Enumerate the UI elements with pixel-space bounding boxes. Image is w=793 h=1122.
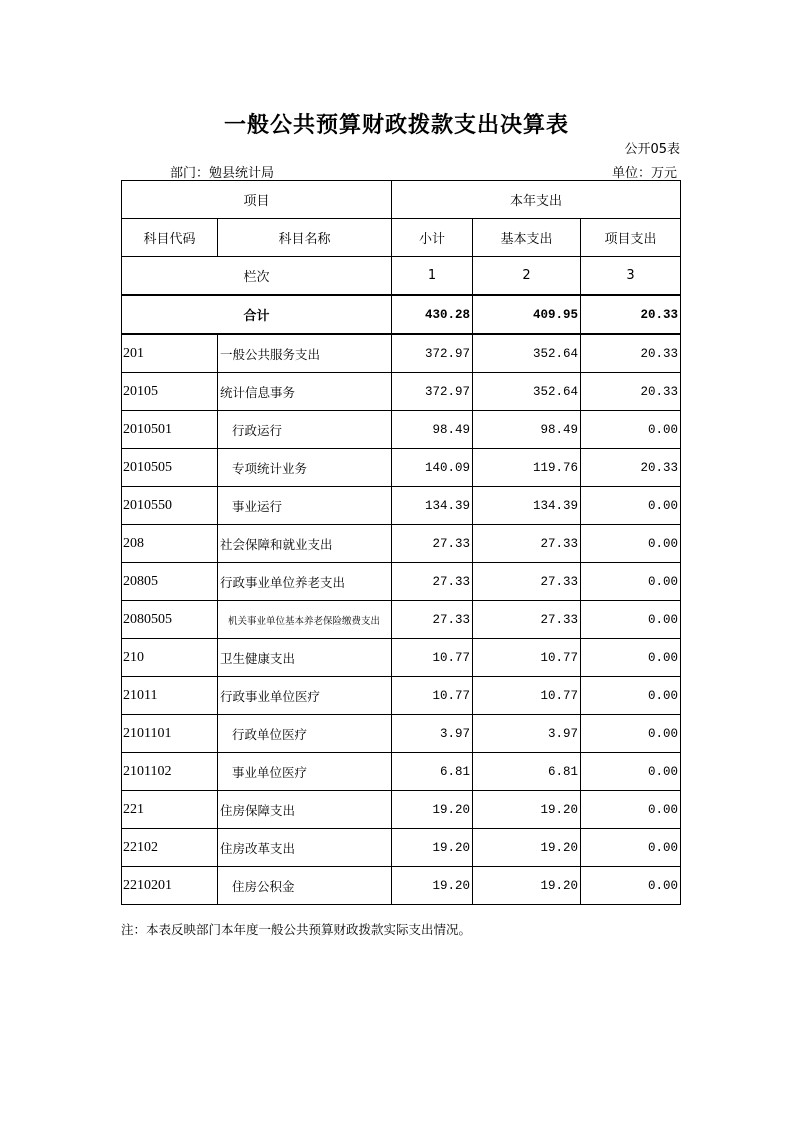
header-col2: 2 (473, 257, 581, 296)
row-code: 2080505 (122, 601, 218, 639)
row-subtotal: 10.77 (392, 677, 473, 715)
row-subtotal: 140.09 (392, 449, 473, 487)
row-name: 事业运行 (218, 487, 392, 525)
page-title: 一般公共预算财政拨款支出决算表 (223, 113, 569, 138)
header-column-no: 栏次 (122, 257, 392, 296)
table-row (122, 487, 681, 525)
row-basic: 27.33 (473, 525, 581, 563)
row-project-exp: 0.00 (581, 525, 681, 563)
row-project-exp: 0.00 (581, 639, 681, 677)
row-basic: 98.49 (473, 411, 581, 449)
row-project-exp: 0.00 (581, 791, 681, 829)
row-subtotal: 27.33 (392, 525, 473, 563)
row-code: 2101102 (122, 753, 218, 791)
header-basic: 基本支出 (473, 219, 581, 257)
table-row (122, 449, 681, 487)
row-name: 行政事业单位医疗 (218, 677, 392, 715)
table-row (122, 677, 681, 715)
row-project-exp: 0.00 (581, 601, 681, 639)
row-project-exp: 0.00 (581, 867, 681, 905)
header-row-1 (122, 181, 681, 219)
row-project-exp: 0.00 (581, 829, 681, 867)
row-name: 住房改革支出 (218, 829, 392, 867)
row-project-exp: 0.00 (581, 563, 681, 601)
row-name: 社会保障和就业支出 (218, 525, 392, 563)
row-code: 21011 (122, 677, 218, 715)
total-project-exp: 20.33 (581, 295, 681, 334)
row-code: 208 (122, 525, 218, 563)
row-subtotal: 372.97 (392, 334, 473, 373)
row-name: 机关事业单位基本养老保险缴费支出 (218, 601, 392, 639)
row-project-exp: 0.00 (581, 487, 681, 525)
row-subtotal: 19.20 (392, 829, 473, 867)
unit-label: 单位：万元 (611, 166, 677, 181)
expenditure-table (121, 180, 681, 905)
row-code: 2010501 (122, 411, 218, 449)
row-code: 22102 (122, 829, 218, 867)
row-name: 行政运行 (218, 411, 392, 449)
row-name: 住房公积金 (218, 867, 392, 905)
header-row-3 (122, 257, 681, 296)
row-name: 一般公共服务支出 (218, 334, 392, 373)
table-row (122, 715, 681, 753)
row-basic: 10.77 (473, 677, 581, 715)
row-name: 统计信息事务 (218, 373, 392, 411)
row-basic: 10.77 (473, 639, 581, 677)
table-row (122, 791, 681, 829)
row-project-exp: 20.33 (581, 373, 681, 411)
row-basic: 27.33 (473, 563, 581, 601)
row-project-exp: 20.33 (581, 449, 681, 487)
row-subtotal: 10.77 (392, 639, 473, 677)
row-basic: 134.39 (473, 487, 581, 525)
row-subtotal: 19.20 (392, 791, 473, 829)
form-number: 公开05表 (624, 142, 680, 157)
row-subtotal: 19.20 (392, 867, 473, 905)
row-code: 2010550 (122, 487, 218, 525)
row-basic: 19.20 (473, 791, 581, 829)
header-col3: 3 (581, 257, 681, 296)
header-col1: 1 (392, 257, 473, 296)
table-row (122, 867, 681, 905)
table-row (122, 563, 681, 601)
row-basic: 119.76 (473, 449, 581, 487)
row-code: 210 (122, 639, 218, 677)
row-project-exp: 0.00 (581, 753, 681, 791)
row-subtotal: 372.97 (392, 373, 473, 411)
row-basic: 3.97 (473, 715, 581, 753)
row-project-exp: 0.00 (581, 411, 681, 449)
row-basic: 19.20 (473, 867, 581, 905)
row-subtotal: 3.97 (392, 715, 473, 753)
row-project-exp: 0.00 (581, 677, 681, 715)
row-basic: 352.64 (473, 373, 581, 411)
header-name: 科目名称 (218, 219, 392, 257)
row-subtotal: 27.33 (392, 601, 473, 639)
row-code: 2010505 (122, 449, 218, 487)
table-row (122, 601, 681, 639)
header-project: 项目 (122, 181, 392, 219)
row-name: 行政单位医疗 (218, 715, 392, 753)
row-code: 201 (122, 334, 218, 373)
table-row (122, 753, 681, 791)
row-code: 2101101 (122, 715, 218, 753)
row-project-exp: 0.00 (581, 715, 681, 753)
row-name: 事业单位医疗 (218, 753, 392, 791)
row-subtotal: 27.33 (392, 563, 473, 601)
total-basic: 409.95 (473, 295, 581, 334)
row-subtotal: 6.81 (392, 753, 473, 791)
row-basic: 27.33 (473, 601, 581, 639)
header-code: 科目代码 (122, 219, 218, 257)
row-basic: 6.81 (473, 753, 581, 791)
row-name: 卫生健康支出 (218, 639, 392, 677)
table-row (122, 639, 681, 677)
total-row (122, 295, 681, 334)
header-project-exp: 项目支出 (581, 219, 681, 257)
department-label: 部门：勉县统计局 (170, 166, 275, 181)
header-row-2 (122, 219, 681, 257)
footnote: 注：本表反映部门本年度一般公共预算财政拨款实际支出情况。 (121, 922, 472, 937)
row-subtotal: 98.49 (392, 411, 473, 449)
row-project-exp: 20.33 (581, 334, 681, 373)
table-row (122, 829, 681, 867)
table-row (122, 373, 681, 411)
row-name: 专项统计业务 (218, 449, 392, 487)
row-name: 住房保障支出 (218, 791, 392, 829)
row-basic: 19.20 (473, 829, 581, 867)
table-row (122, 334, 681, 373)
row-code: 20805 (122, 563, 218, 601)
row-name: 行政事业单位养老支出 (218, 563, 392, 601)
header-current-year: 本年支出 (392, 181, 681, 219)
row-subtotal: 134.39 (392, 487, 473, 525)
row-basic: 352.64 (473, 334, 581, 373)
total-subtotal: 430.28 (392, 295, 473, 334)
row-code: 221 (122, 791, 218, 829)
total-label: 合计 (122, 295, 392, 334)
row-code: 20105 (122, 373, 218, 411)
table-row (122, 411, 681, 449)
table-row (122, 525, 681, 563)
header-subtotal: 小计 (392, 219, 473, 257)
row-code: 2210201 (122, 867, 218, 905)
